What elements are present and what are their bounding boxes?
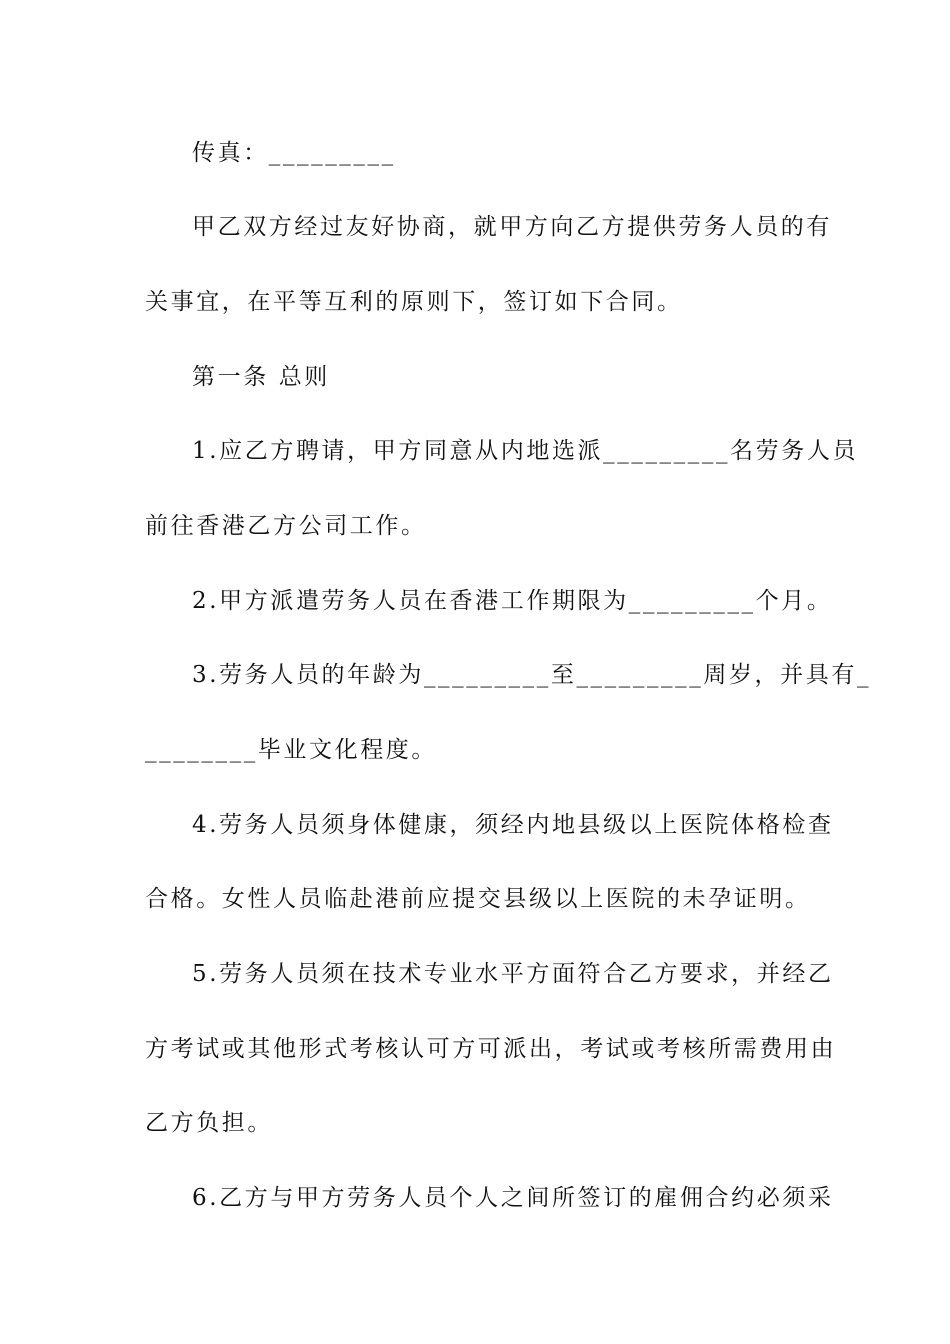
paragraph-line: ________毕业文化程度。 xyxy=(145,737,437,763)
paragraph-line: 3.劳务人员的年龄为_________至_________周岁，并具有_ xyxy=(192,662,872,688)
paragraph-line: 4.劳务人员须身体健康，须经内地县级以上医院体格检查 xyxy=(192,812,834,838)
paragraph-line: 甲乙双方经过友好协商，就甲方向乙方提供劳务人员的有 xyxy=(192,214,832,240)
paragraph-line: 前往香港乙方公司工作。 xyxy=(145,513,427,539)
paragraph-line: 1.应乙方聘请，甲方同意从内地选派_________名劳务人员 xyxy=(192,438,859,464)
paragraph-line: 关事宜，在平等互利的原则下，签订如下合同。 xyxy=(145,289,683,315)
paragraph-line: 5.劳务人员须在技术专业水平方面符合乙方要求，并经乙 xyxy=(192,961,834,987)
fax-line: 传真：_________ xyxy=(192,140,396,166)
paragraph-line: 合格。女性人员临赴港前应提交县级以上医院的未孕证明。 xyxy=(145,886,811,912)
paragraph-line: 2.甲方派遣劳务人员在香港工作期限为_________个月。 xyxy=(192,588,833,614)
section-heading: 第一条 总则 xyxy=(192,364,330,390)
paragraph-line: 乙方负担。 xyxy=(145,1110,273,1136)
paragraph-line: 方考试或其他形式考核认可方可派出，考试或考核所需费用由 xyxy=(145,1036,837,1062)
paragraph-line: 6.乙方与甲方劳务人员个人之间所签订的雇佣合约必须采 xyxy=(192,1185,834,1211)
